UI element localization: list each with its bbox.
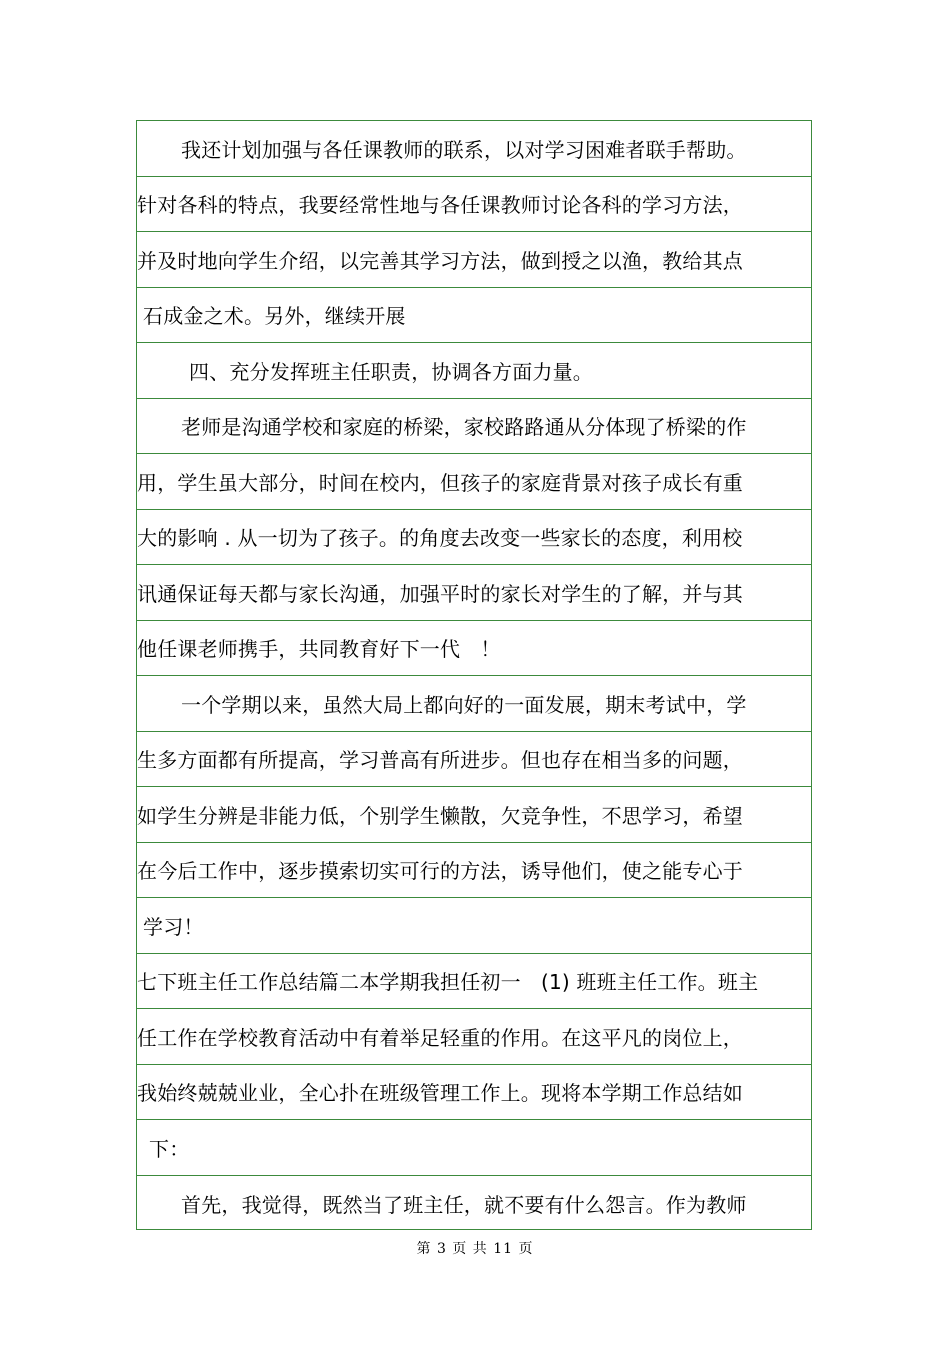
text-line-7: 用，学生虽大部分，时间在校内，但孩子的家庭背景对孩子成长有重 (137, 454, 811, 510)
text-line-1: 我还计划加强与各任课教师的联系，以对学习困难者联手帮助。 (137, 121, 811, 177)
text-line-14: 在今后工作中，逐步摸索切实可行的方法，诱导他们，使之能专心于 (137, 843, 811, 899)
page-number-footer: 第 3 页 共 11 页 (416, 1241, 534, 1257)
text-line-13: 如学生分辨是非能力低，个别学生懒散，欠竞争性，不思学习，希望 (137, 787, 811, 843)
text-line-9: 讯通保证每天都与家长沟通，加强平时的家长对学生的了解，并与其 (137, 565, 811, 621)
text-line-19: 下： (137, 1120, 811, 1176)
text-line-11: 一个学期以来，虽然大局上都向好的一面发展，期末考试中，学 (137, 676, 811, 732)
text-line-17: 任工作在学校教育活动中有着举足轻重的作用。在这平凡的岗位上， (137, 1009, 811, 1065)
text-line-8: 大的影响 . 从一切为了孩子。的角度去改变一些家长的态度，利用校 (137, 510, 811, 566)
text-line-4: 石成金之术。另外，继续开展 (137, 288, 811, 344)
document-page (136, 120, 812, 1230)
text-line-15: 学习！ (137, 898, 811, 954)
text-line-12: 生多方面都有所提高，学习普高有所进步。但也存在相当多的问题， (137, 732, 811, 788)
text-line-10: 他任课老师携手，共同教育好下一代 ！ (137, 621, 811, 677)
text-line-18: 我始终兢兢业业，全心扑在班级管理工作上。现将本学期工作总结如 (137, 1065, 811, 1121)
text-line-16: 七下班主任工作总结篇二本学期我担任初一 (1) 班班主任工作。班主 (137, 954, 811, 1010)
section-heading: 四、充分发挥班主任职责，协调各方面力量。 (137, 343, 811, 399)
text-line-20: 首先，我觉得，既然当了班主任，就不要有什么怨言。作为教师 (181, 1192, 747, 1217)
text-line-2: 针对各科的特点，我要经常性地与各任课教师讨论各科的学习方法， (137, 177, 811, 233)
text-line-6: 老师是沟通学校和家庭的桥梁，家校路路通从分体现了桥梁的作 (137, 399, 811, 455)
text-line-3: 并及时地向学生介绍，以完善其学习方法，做到授之以渔，教给其点 (137, 232, 811, 288)
